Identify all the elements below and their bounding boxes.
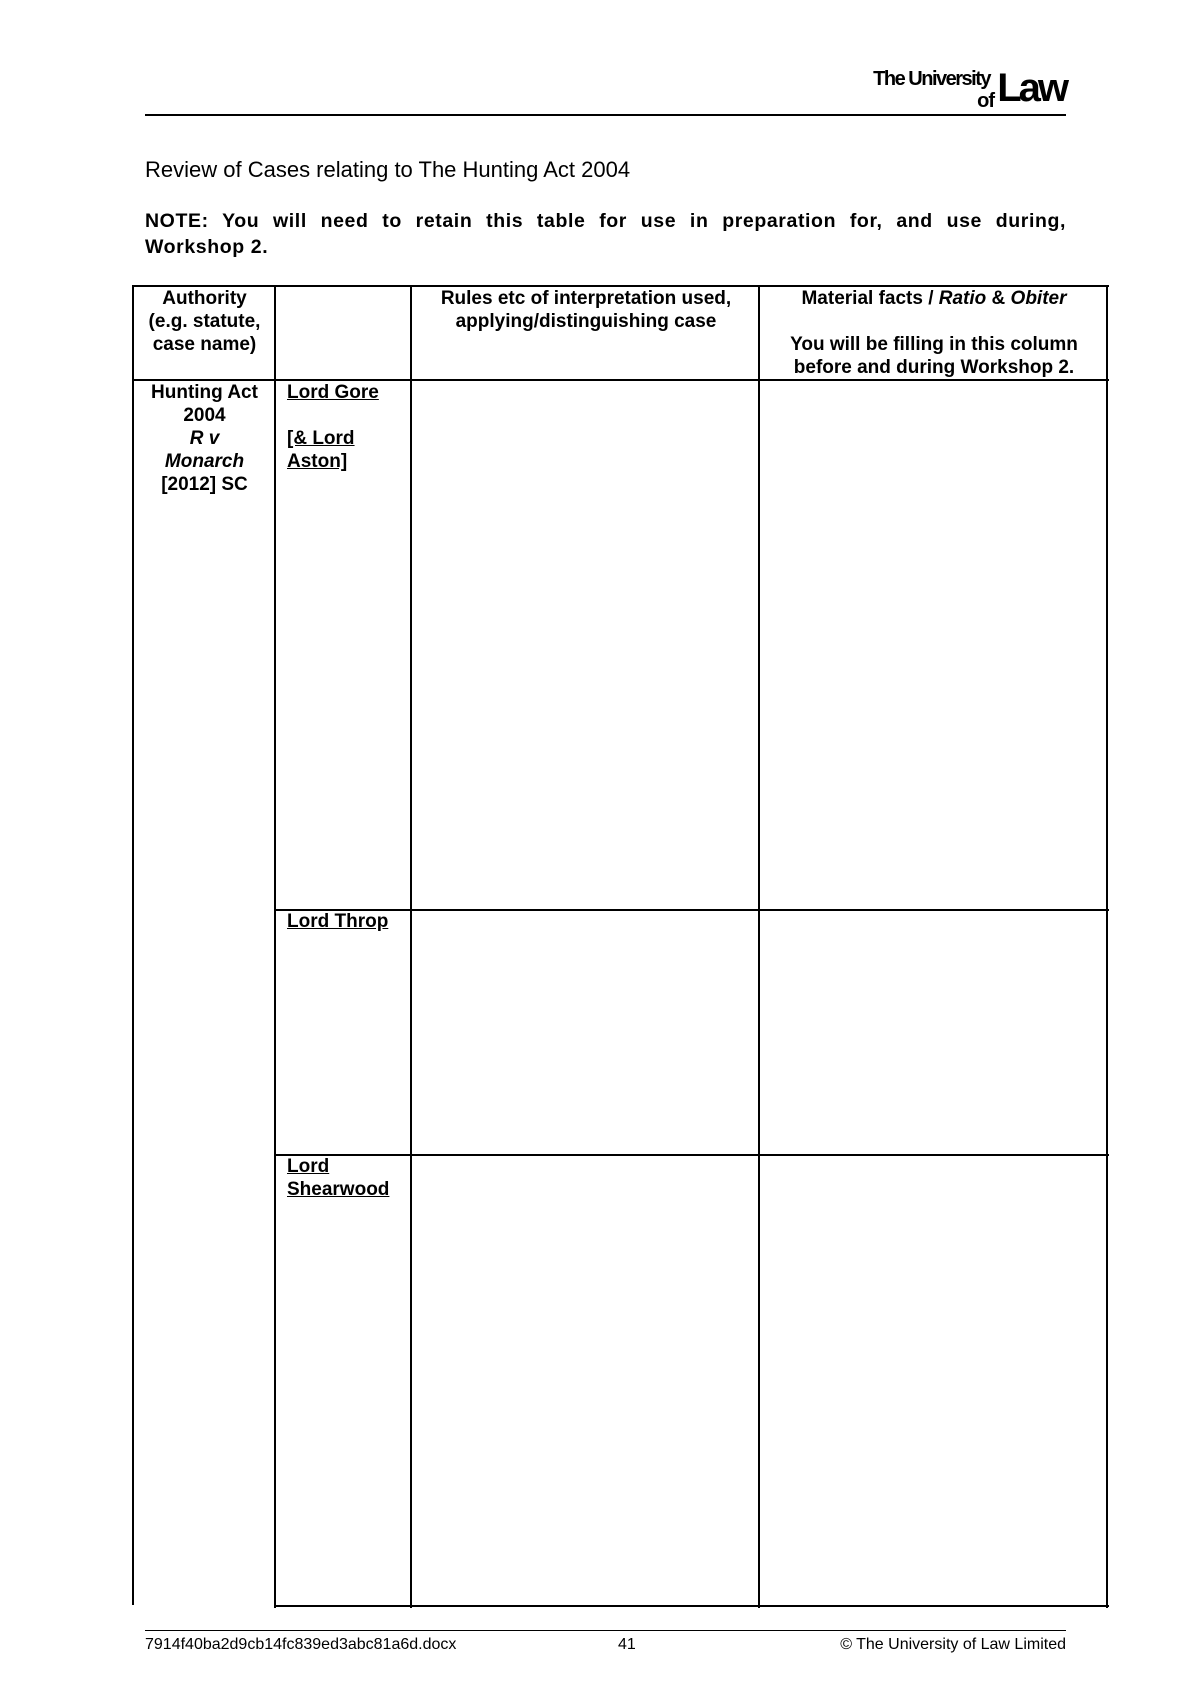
header-authority-line3: case name) bbox=[152, 334, 257, 355]
header-material-note-line2: before and during Workshop 2. bbox=[793, 357, 1075, 378]
footer-rule bbox=[145, 1630, 1066, 1631]
header-material bbox=[760, 287, 1108, 379]
authority-line4: Monarch bbox=[164, 451, 245, 472]
judge-gore-line1: Lord Gore bbox=[287, 382, 379, 403]
judge-cell-shearwood bbox=[287, 1155, 411, 1201]
header-authority-line1: Authority bbox=[162, 288, 247, 309]
note-line2: Workshop 2. bbox=[145, 236, 269, 258]
material-ratio: Ratio bbox=[938, 288, 987, 309]
judge-shearwood-line1: Lord bbox=[287, 1156, 330, 1177]
material-prefix: Material facts / bbox=[801, 288, 939, 309]
footer-filename: 7914f40ba2d9cb14fc839ed3abc81a6d.docx bbox=[145, 1636, 457, 1653]
material-amp: & bbox=[986, 288, 1011, 309]
table-col-divider-3 bbox=[758, 285, 760, 1608]
note-paragraph bbox=[145, 208, 1066, 260]
table-col-divider-2 bbox=[410, 285, 412, 1608]
judge-throp-line1: Lord Throp bbox=[287, 911, 389, 932]
authority-line5: [2012] SC bbox=[161, 474, 248, 495]
judge-cell-gore bbox=[287, 381, 411, 473]
university-of-law-logo bbox=[846, 64, 1066, 114]
header-authority bbox=[132, 287, 277, 356]
table-bottom-border bbox=[274, 1605, 1109, 1607]
header-material-note-line1: You will be filling in this column bbox=[790, 334, 1078, 355]
logo-line1: The University bbox=[873, 68, 990, 90]
logo-line2: of bbox=[977, 90, 994, 112]
judge-shearwood-line2: Shearwood bbox=[287, 1179, 390, 1200]
judge-gore-line3: [& Lord bbox=[287, 428, 355, 449]
header-material-title bbox=[760, 287, 1108, 310]
note-line1: NOTE: You will need to retain this table for use in preparation for, and use during, bbox=[145, 210, 1066, 232]
header-rule bbox=[145, 114, 1066, 116]
table-right-border bbox=[1106, 285, 1108, 1608]
footer-copyright: © The University of Law Limited bbox=[840, 1636, 1066, 1653]
authority-line2: 2004 bbox=[183, 405, 226, 426]
material-obiter: Obiter bbox=[1010, 288, 1067, 309]
authority-line1: Hunting Act bbox=[151, 382, 258, 403]
authority-cell bbox=[132, 381, 277, 496]
table-header-divider bbox=[132, 379, 1109, 381]
authority-line3: R v bbox=[189, 428, 220, 449]
header-rules-line1: Rules etc of interpretation used, bbox=[440, 288, 732, 309]
header-rules-line2: applying/distinguishing case bbox=[455, 311, 717, 332]
header-rules bbox=[412, 287, 760, 333]
logo-line3: Law bbox=[997, 66, 1066, 110]
page-title: Review of Cases relating to The Hunting Act 2004 bbox=[145, 157, 631, 182]
judge-gore-line4: Aston] bbox=[287, 451, 348, 472]
footer-page-number: 41 bbox=[618, 1636, 636, 1653]
header-authority-line2: (e.g. statute, bbox=[148, 311, 261, 332]
judge-cell-throp bbox=[287, 910, 411, 933]
